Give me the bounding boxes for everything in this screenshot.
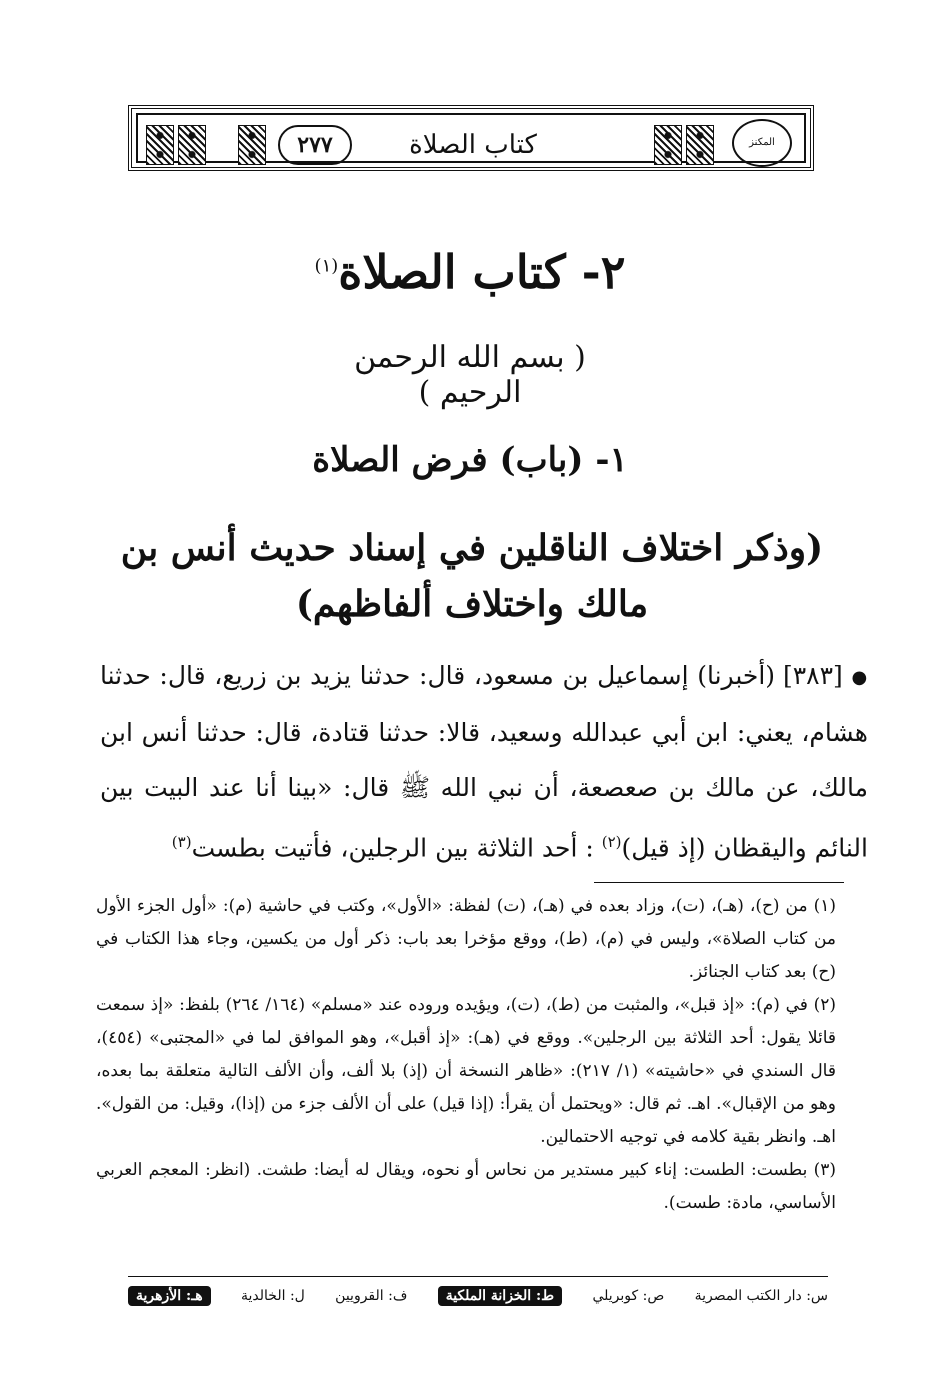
ornament-icon [654, 125, 682, 165]
hadith-body-continued: : أحد الثلاثة بين الرجلين، فأتيت بطست [191, 833, 594, 863]
logo-text: المكنز [749, 137, 775, 148]
footnote: (٢) في (م): «إذ قبل»، والمثبت من (ط)، (ت)، ويؤيده وروده عند «مسلم» (١٦٤/ ٢٦٤) بلفظ: «إذ سمعت قائلا يقول: أحد الثلاثة بين الرجلين». ووقع في (هـ): «إذ أقبل»، وهو الموافق لما في «المجتبى» (٤٥٤)، قال السندي في «حاشيته» (١/ ٢١٧): «ظاهر النسخة أن (إذ) بلا ألف، وأن الألف التالية متعلقة بما بعده، وهو من الإقبال». اهـ. ثم قال: «ويحتمل أن يقرأ: (إذا قيل) على أن الألف جزء من (إذا)، وقيل: من القول». اهـ. وانظر بقية كلامه في توجيه الاحتمالين. [96, 995, 836, 1147]
footnotes [96, 890, 836, 1220]
footnote-divider [594, 882, 844, 883]
page-number: ٢٧٧ [278, 125, 352, 165]
ornament-icon [238, 125, 266, 165]
footnote-ref: (٣) [171, 833, 192, 851]
key-ha: هـ: الأزهرية [128, 1286, 211, 1306]
key-fa: ف: القرويين [335, 1287, 408, 1304]
page-header [128, 105, 814, 171]
bullet-icon: ● [851, 667, 868, 688]
header-title: كتاب الصلاة [409, 130, 537, 160]
ornament-icon [178, 125, 206, 165]
key-lam: ل: الخالدية [241, 1287, 305, 1304]
hadith-body: [٣٨٣] (أخبرنا) إسماعيل بن مسعود، قال: حدثنا يزيد بن زريع، قال: حدثنا هشام، يعني: ابن أبي عبدالله وسعيد، قالا: حدثنا قتادة، قال: حدثنا أنس ابن مالك، عن مالك بن صعصعة، أن نبي الله ﷺ قال: «بينا أنا عند البيت بين النائم واليقظان (إذ قيل) [100, 661, 868, 863]
key-s: س: دار الكتب المصرية [694, 1287, 828, 1304]
footnote: (١) من (ح)، (هـ)، (ت)، وزاد بعده في (هـ)، (ت) لفظة: «الأول»، وكتب في حاشية (م): «أول الجزء الأول من كتاب الصلاة»، وليس في (م)، (ط)، ووقع مؤخرا بعد باب: ذكر أول من يكسين، وجاء هذا الكتاب في (ح) بعد كتاب الجنائز. [96, 896, 836, 982]
chapter-title: ١- (باب) فرض الصلاة [312, 440, 628, 480]
hadith-text [100, 648, 868, 875]
ornament-icon [686, 125, 714, 165]
book-title-text: ٢- كتاب الصلاة [338, 245, 626, 299]
ornament-icon [146, 125, 174, 165]
manuscript-key [128, 1276, 828, 1310]
footnote: (٣) بطست: الطست: إناء كبير مستدير من نحاس أو نحوه، ويقال له أيضا: طشت. (انظر: المعجم العربي الأساسي، مادة: طست). [96, 1160, 836, 1213]
footnote-ref: (٢) [601, 833, 622, 851]
book-title [300, 245, 640, 315]
key-ta: ط: الخزانة الملكية [438, 1286, 562, 1306]
key-sad: ص: كوبريلي [592, 1287, 665, 1304]
chapter-subtitle: (وذكر اختلاف الناقلين في إسناد حديث أنس بن مالك واختلاف ألفاظهم) [120, 527, 824, 625]
publisher-logo [732, 119, 792, 167]
footnote-ref: (١) [314, 255, 339, 277]
basmala: ( بسم الله الرحمن الرحيم ) [354, 340, 586, 410]
header-frame [136, 113, 806, 163]
